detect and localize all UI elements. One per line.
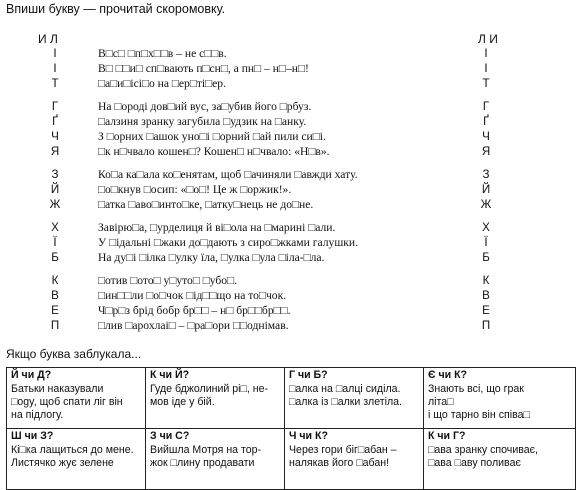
left-letter: Б [51, 251, 59, 264]
left-letter: Ч [51, 130, 59, 143]
exercise-row [0, 303, 581, 318]
tongue-twister-text: Ч□р□з брід бобр бр□□ – н□ бр□□бр□□. [98, 304, 291, 317]
task-heading: К чи Й? [150, 369, 190, 381]
left-letter: Е [51, 304, 59, 317]
task-heading: Г чи Б? [289, 369, 328, 381]
left-letter: П [50, 319, 60, 332]
section-subtitle: Якщо буква заблукала... [6, 347, 142, 361]
task-cell [424, 368, 576, 429]
task-heading: Ч чи К? [289, 430, 328, 442]
tongue-twister-text: У □ідальні □жаки до□дають з сиро□жками галушки. [98, 236, 358, 249]
table-row [7, 429, 576, 490]
right-letter: З [482, 168, 490, 181]
right-letter: В [482, 289, 490, 302]
tongue-twister-text: В□с□ □п□х□□в – не с□□в. [98, 47, 227, 60]
right-letter: Ж [480, 198, 492, 211]
task-body: Гуде бджолиний рі□, не- мов іде у бій. [150, 383, 269, 408]
task-body: Вийшла Мотря на тор- жок □лину продавати [150, 444, 262, 469]
task-cell [285, 429, 424, 490]
task-cell [146, 429, 285, 490]
left-letter: Я [50, 145, 60, 158]
tongue-twister-text: □о□кнув □осип: «□о□! Це ж □оржик!». [98, 183, 292, 196]
tongue-twister-text: На □ороді дов□ий вус, за□убив його □рбуз. [98, 100, 312, 113]
left-letter: Ж [49, 198, 61, 211]
page-title: Впиши букву — прочитай скоромовку. [6, 2, 226, 16]
left-letter: К [51, 274, 59, 287]
task-body: Знають всі, що грак літа□ і що тарно він співа□ [428, 383, 530, 421]
task-heading: З чи С? [150, 430, 190, 442]
left-letter: І [53, 47, 57, 60]
table-row [7, 368, 576, 429]
task-body: Через гори біг□абан – налякав його □абан! [289, 444, 397, 469]
exercise-row [0, 114, 581, 129]
exercise-row [0, 144, 581, 159]
tongue-twister-text: □отив □ото□ у□уто□ □убо□. [98, 274, 238, 287]
right-letter: Б [482, 251, 490, 264]
tasks-table [6, 367, 576, 490]
task-body: Кі□ка лащиться до мене. Листячко жує зелене [11, 444, 134, 469]
exercise-row [0, 318, 581, 333]
left-letter: З [51, 168, 59, 181]
left-letter: Ґ [52, 115, 58, 128]
task-cell [7, 429, 146, 490]
exercise-row [0, 129, 581, 144]
right-letter: П [481, 319, 491, 332]
right-letter: К [482, 274, 490, 287]
tongue-twister-text: В□ □□и□ сп□вають п□сн□, а пн□ – н□–н□! [98, 62, 309, 75]
left-letter: Х [51, 221, 59, 234]
task-heading: К чи Г? [428, 430, 466, 442]
tongue-twister-text: □лив □арохлаі□ – □ра□ори □□однімав. [98, 319, 289, 332]
exercise-row [0, 197, 581, 212]
right-letter: І [484, 47, 488, 60]
task-body: □ава зранку спочиває, □ава □аву поливає [428, 444, 538, 469]
tongue-twister-text: Ко□а ка□ала ко□енятам, щоб □ачиняли □авжди хату. [98, 168, 358, 181]
task-cell [424, 429, 576, 490]
right-letter: Е [482, 304, 490, 317]
tongue-twister-text: На ду□і □ілка □улку їла, □улка □ула □іла-□ла. [98, 251, 325, 264]
task-cell [7, 368, 146, 429]
task-heading: Ш чи З? [11, 430, 54, 442]
exercise-row [0, 250, 581, 265]
exercise-row [0, 99, 581, 114]
exercise-row [0, 182, 581, 197]
left-letter: Ї [53, 236, 57, 249]
exercise-row [0, 220, 581, 235]
left-letter: Й [50, 183, 60, 196]
tongue-twister-text: □атка □аво□инто□ке, □атку□нець не до□не. [98, 198, 314, 211]
left-letter: Г [51, 100, 59, 113]
left-letters-header: И Л [38, 32, 58, 46]
tongue-twister-text: □алзиня зранку загубила □удзик на □анку. [98, 115, 307, 128]
right-letters-header: Л И [478, 32, 498, 46]
task-body: Батьки наказували □ogy, щоб спати ліг він на підлогу. [11, 383, 123, 421]
left-letter: Т [51, 77, 59, 90]
right-letter: Х [482, 221, 490, 234]
right-letter: Ї [484, 236, 488, 249]
right-letter: І [484, 62, 488, 75]
tongue-twister-text: □а□и□ісі□о на □ер□ті□ер. [98, 77, 226, 90]
right-letter: Г [482, 100, 490, 113]
right-letter: Й [481, 183, 491, 196]
task-heading: Й чи Д? [11, 369, 52, 381]
exercise-row [0, 235, 581, 250]
task-heading: Є чи К? [428, 369, 468, 381]
task-cell [146, 368, 285, 429]
left-letter: В [51, 289, 59, 302]
exercise-row [0, 167, 581, 182]
task-cell [285, 368, 424, 429]
exercise-row [0, 76, 581, 91]
right-letter: Ґ [483, 115, 489, 128]
exercise-row [0, 61, 581, 76]
exercise-row [0, 288, 581, 303]
right-letter: Т [482, 77, 490, 90]
tongue-twister-text: З □орних □ашок уно□і □орний □ай пили си□і. [98, 130, 326, 143]
right-letter: Ч [482, 130, 490, 143]
exercise-row [0, 46, 581, 61]
tongue-twister-text: Завірю□а, □урделиця й ві□ола на □марині □али. [98, 221, 336, 234]
right-letter: Я [481, 145, 491, 158]
exercise-row [0, 273, 581, 288]
left-letter: І [53, 62, 57, 75]
tongue-twister-text: □ин□□ли □о□чок □ід□□що на то□чок. [98, 289, 287, 302]
task-body: □алка на □алці сиділа. □алка із □алки злетіла. [289, 383, 402, 408]
tongue-twister-text: □к н□чвало кошен□? Кошен□ н□чвало: «Н□в». [98, 145, 330, 158]
